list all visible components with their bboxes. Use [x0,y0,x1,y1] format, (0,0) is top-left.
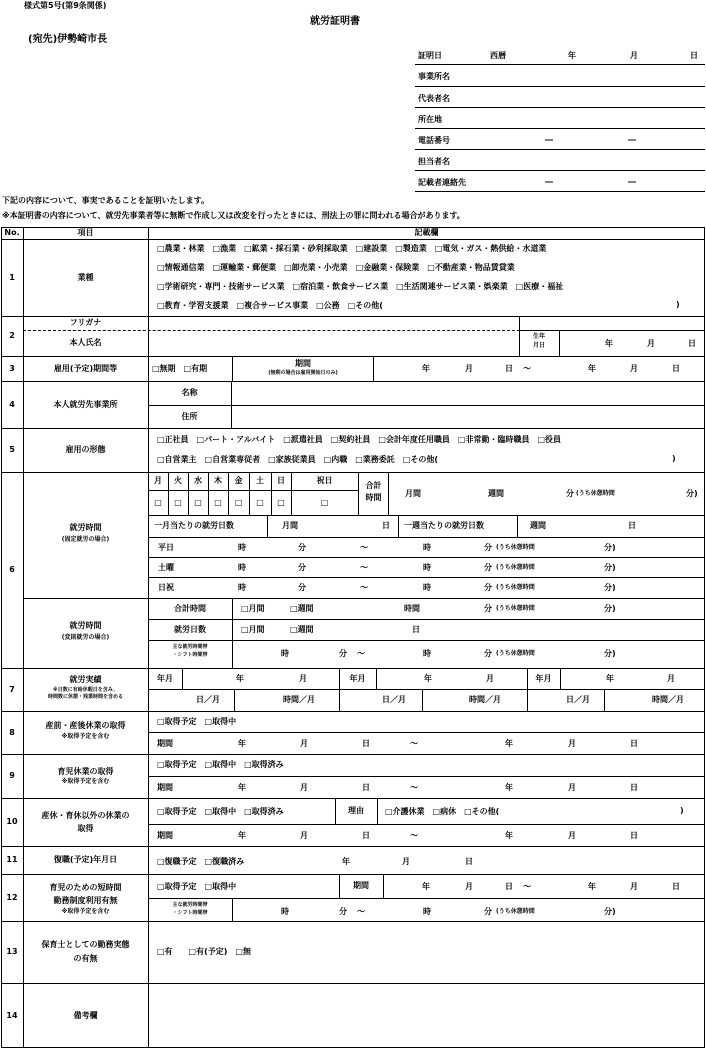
row11-label: 復職(予定)年月日 [53,855,118,864]
var-main-break-close: 分) [604,649,616,658]
addressee: (宛先)伊勢崎市長 [28,34,108,45]
childcare-period-label: 期間 [157,783,173,792]
day-holiday: 祝日 [316,476,333,485]
var-total-hours-unit: 時間 [404,604,420,613]
other-leave-end-year: 年 [505,831,513,840]
var-main-end-min: 分 [484,649,492,658]
short-hours-period-label: 期間 [353,881,369,890]
fixed-hours-note: (固定就労の場合) [61,536,110,543]
monthly-workdays-day: 日 [382,521,390,530]
day-sat-checkbox[interactable]: □ [256,497,264,507]
industry-options-1[interactable]: □農業・林業 □漁業 □鉱業・採石業・砂利採取業 □建設業 □製造業 □電気・ガス・熱供給・水道業 [157,244,547,253]
person-in-charge-label: 担当者名 [418,157,450,166]
record2-days: 日／月 [382,695,406,704]
saturday-end-hour: 時 [423,563,431,572]
header-no: No. [4,228,20,237]
weekly-workdays-day: 日 [628,521,636,530]
short-end-year: 年 [588,882,596,891]
other-leave-reason-label: 理由 [348,806,364,815]
weekly-workdays-label: 一週当たりの就労日数 [404,521,484,530]
record3-month: 月 [667,674,675,683]
row7-no: 7 [9,684,15,694]
record2-month: 月 [486,674,494,683]
address-label: 所在地 [418,115,442,124]
return-month: 月 [402,857,410,866]
saturday-label: 土曜 [158,563,174,572]
employment-period-note: (無期の場合は雇用開始日のみ) [268,370,338,376]
short-main-start-hour: 時 [281,907,289,916]
contract-type-options[interactable]: □無期 □有期 [152,364,208,373]
row7-label: 就労実績 [69,675,102,684]
short-main-hours-label-1: 主な就労時間帯 [172,902,208,908]
return-to-work-options[interactable]: □復職予定 □復職済み [157,857,245,866]
employment-form-options-1[interactable]: □正社員 □パート・アルバイト □派遣社員 □契約社員 □会計年度任用職員 □非常勤・臨時職員 □役員 [157,435,562,444]
row7-note-2: 時間数に休憩・残業時間を含める [47,694,123,700]
name-label: 本人氏名 [69,338,102,347]
record1-ym-label: 年月 [157,673,173,683]
nursery-teacher-options[interactable]: □有 □有(予定) □無 [157,947,251,956]
row7-note-1: ※日数に有給休暇日を含み、 [52,687,119,693]
employment-form-close: ) [672,454,676,463]
other-leave-reason-close: ) [680,806,684,815]
record2-year: 年 [424,674,432,683]
maternity-tilde: 〜 [410,739,418,748]
row12-note: ※取得予定を含む [61,908,110,915]
childcare-start-day: 日 [362,783,370,792]
var-days-monthly-option[interactable]: □月間 [241,625,265,634]
sunday-end-min: 分 [484,583,492,592]
var-total-weekly-option[interactable]: □週間 [290,604,314,613]
employment-period-label: 期間 [295,359,311,368]
saturday-end-min: 分 [484,563,492,572]
record1-hours: 時間／月 [283,695,315,704]
short-start-month: 月 [465,882,473,891]
row10-no: 10 [6,817,18,826]
other-leave-end-day: 日 [630,831,638,840]
var-total-break-note: (うち休憩時間 [496,605,535,612]
childcare-end-day: 日 [630,783,638,792]
other-leave-options[interactable]: □取得予定 □取得中 □取得済み [157,807,284,816]
short-main-hours-label-2: ・シフト時間帯 [172,910,208,916]
company-name-label: 事業所名 [418,72,450,81]
workplace-address-label: 住所 [181,411,198,421]
maternity-start-year: 年 [238,739,246,748]
short-main-break-note: (うち休憩時間 [496,908,535,915]
period-start-year: 年 [422,364,430,373]
phone-dash-2: ― [628,135,636,144]
issue-year: 年 [568,51,576,60]
saturday-start-hour: 時 [238,563,246,572]
sunday-tilde: 〜 [360,583,368,592]
row3-no: 3 [9,363,15,373]
weekday-break-note: (うち休憩時間 [496,544,535,551]
row5-no: 5 [9,445,15,454]
return-day: 日 [465,857,473,866]
var-main-start-hour: 時 [281,649,289,658]
sunday-start-hour: 時 [238,583,246,592]
other-leave-period-label: 期間 [157,831,173,840]
form-number: 様式第5号(第9条関係) [24,1,107,10]
maternity-end-day: 日 [630,739,638,748]
issue-era: 西暦 [490,51,506,60]
row6-no: 6 [9,565,15,574]
variable-main-hours-label-2: ・シフト時間帯 [172,652,208,658]
industry-options-3[interactable]: □学術研究・専門・技術サービス業 □宿泊業・飲食サービス業 □生活関連サービス業・娯楽業 □医療・福祉 [157,282,564,291]
furigana-label: フリガナ [69,318,102,327]
phone-dash-1: ― [545,135,553,144]
birth-label-1: 生年 [532,333,545,340]
row13-no: 13 [6,947,18,956]
record3-ym-label: 年月 [535,673,552,683]
birth-year: 年 [605,339,613,348]
period-start-day: 日 [505,364,513,373]
day-thu: 木 [214,476,222,485]
row4-no: 4 [9,399,15,409]
row8-label: 産前・産後休業の取得 [45,721,126,730]
short-main-end-min: 分 [484,907,492,916]
record3-hours: 時間／月 [652,695,684,704]
day-wed: 水 [194,476,202,485]
day-sun-checkbox[interactable]: □ [277,497,285,507]
industry-other-close: ) [676,300,680,309]
row9-no: 9 [9,771,15,780]
var-main-start-min: 分 [339,649,347,658]
period-end-month: 月 [630,364,638,373]
short-hours-options[interactable]: □取得予定 □取得中 [157,882,237,891]
day-tue: 火 [174,476,182,485]
other-leave-end-month: 月 [568,831,576,840]
maternity-period-label: 期間 [157,739,173,748]
row2-no: 2 [9,331,15,340]
var-total-minute: 分 [484,604,492,613]
contact-dash-1: ― [545,177,553,186]
total-break-note: (うち休憩時間 [576,490,615,497]
weekday-tilde: 〜 [360,543,368,552]
row12-label-2: 勤務制度利用有無 [53,896,118,905]
short-start-year: 年 [422,882,430,891]
day-wed-checkbox[interactable]: □ [194,497,202,507]
remarks-field[interactable] [149,984,704,1047]
record3-year: 年 [606,674,614,683]
workplace-name-label: 名称 [181,388,198,397]
row9-label: 育児休業の取得 [57,767,114,776]
other-leave-start-day: 日 [362,831,370,840]
row12-no: 12 [6,892,18,902]
saturday-break-close: 分) [604,563,616,572]
row11-no: 11 [6,855,18,864]
short-end-day: 日 [672,882,680,891]
childcare-end-month: 月 [568,783,576,792]
contact-dash-2: ― [628,177,636,186]
total-weekly: 週間 [488,489,504,498]
short-main-break-close: 分) [604,907,616,916]
record1-month: 月 [299,674,307,683]
childcare-leave-options[interactable]: □取得予定 □取得中 □取得済み [157,760,284,769]
industry-options-2[interactable]: □情報通信業 □運輸業・郵便業 □卸売業・小売業 □金融業・保険業 □不動産業・物品賃貸業 [157,263,515,272]
row12-label-1: 育児のための短時間 [49,883,122,892]
var-days-unit: 日 [412,625,420,634]
var-main-end-hour: 時 [423,649,431,658]
page-title: 就労証明書 [310,16,360,27]
record2-ym-label: 年月 [349,673,366,683]
variable-total-time-label: 合計時間 [174,604,206,613]
industry-options-4[interactable]: □教育・学習支援業 □複合サービス事業 □公務 □その他( [157,301,383,310]
record3-days: 日／月 [566,695,590,704]
day-mon: 月 [154,476,162,485]
sunday-end-hour: 時 [423,583,431,592]
maternity-status-options[interactable]: □取得予定 □取得中 [157,717,237,726]
short-tilde: 〜 [523,882,531,891]
day-sun: 日 [277,476,285,485]
var-main-break-note: (うち休憩時間 [496,650,535,657]
row10-label-2: 取得 [77,824,94,833]
employment-form-options-2[interactable]: □自営業主 □自営業専従者 □家族従業員 □内職 □業務委託 □その他( [157,455,439,464]
other-leave-start-month: 月 [300,831,308,840]
total-monthly: 月間 [405,489,421,498]
record1-days: 日／月 [196,695,220,704]
weekly-workdays-unit: 週間 [530,521,546,530]
day-thu-checkbox[interactable]: □ [214,497,222,507]
row13-label-2: の有無 [73,954,98,963]
row1-label: 業種 [77,272,94,282]
sunday-break-note: (うち休憩時間 [496,584,535,591]
total-minute: 分 [566,489,574,498]
childcare-start-year: 年 [238,783,246,792]
short-main-start-min: 分 [339,907,347,916]
total-hours-label-2: 時間 [365,493,382,502]
weekday-label: 平日 [158,543,174,552]
saturday-start-min: 分 [298,563,306,572]
weekday-break-close: 分) [604,543,616,552]
row14-label: 備考欄 [73,1010,98,1020]
row3-label: 雇用(予定)期間等 [53,363,118,373]
sunday-break-close: 分) [604,583,616,592]
issue-month: 月 [630,51,638,60]
issue-day: 日 [690,51,698,60]
var-main-tilde: 〜 [357,649,365,658]
contact-label: 記載者連絡先 [418,178,466,187]
sunday-holiday-label: 日祝 [158,583,174,592]
maternity-start-day: 日 [362,739,370,748]
monthly-workdays-unit: 月間 [282,521,298,530]
return-year: 年 [342,857,350,866]
row13-label-1: 保育士としての勤務実態 [41,940,130,949]
record2-hours: 時間／月 [469,695,501,704]
representative-label: 代表者名 [418,94,450,103]
maternity-end-year: 年 [505,739,513,748]
period-end-day: 日 [672,364,680,373]
notice-certify: 下記の内容について、事実であることを証明いたします。 [2,196,210,205]
row8-note: ※取得予定を含む [61,733,110,740]
childcare-tilde: 〜 [410,783,418,792]
birth-day: 日 [688,339,696,348]
header-field: 記載欄 [414,228,439,237]
issue-date-label: 証明日 [418,51,442,60]
var-total-break-close: 分) [604,604,616,613]
other-leave-start-year: 年 [238,831,246,840]
variable-hours-note: (変則就労の場合) [61,634,110,641]
short-main-tilde: 〜 [357,907,365,916]
period-start-month: 月 [465,364,473,373]
record1-year: 年 [236,674,244,683]
maternity-start-month: 月 [300,739,308,748]
row10-label-1: 産休・育休以外の休業の [41,811,130,820]
variable-main-hours-label-1: 主な就労時間帯 [172,644,208,650]
phone-label: 電話番号 [418,136,450,145]
birth-label-2: 月日 [532,342,545,349]
notice-warning: ※本証明書の内容について、就労先事業者等に無断で作成し又は改変を行ったときには、刑法上の罪に問われる場合があります。 [2,211,465,220]
short-main-end-hour: 時 [423,907,431,916]
day-holiday-checkbox[interactable]: □ [320,497,329,507]
day-tue-checkbox[interactable]: □ [174,497,182,507]
header-item: 項目 [77,228,94,237]
row5-label: 雇用の形態 [65,445,106,454]
period-end-year: 年 [588,364,596,373]
other-leave-tilde: 〜 [410,831,418,840]
row1-no: 1 [9,272,15,282]
variable-hours-label: 就労時間 [69,621,102,630]
day-fri: 金 [234,476,243,485]
total-break-close: 分) [686,489,698,498]
period-tilde: 〜 [523,364,531,373]
saturday-tilde: 〜 [360,563,368,572]
weekday-end-min: 分 [484,543,492,552]
row9-note: ※取得予定を含む [61,778,110,785]
var-total-monthly-option[interactable]: □月間 [241,604,265,613]
childcare-start-month: 月 [300,783,308,792]
var-days-weekly-option[interactable]: □週間 [290,625,314,634]
other-leave-reason-options[interactable]: □介護休業 □病休 □その他( [385,807,500,816]
variable-workdays-label: 就労日数 [174,625,206,634]
row8-no: 8 [9,727,15,737]
day-fri-checkbox[interactable]: □ [234,497,243,507]
total-hours-label-1: 合計 [365,481,382,490]
sunday-start-min: 分 [298,583,306,592]
weekday-start-hour: 時 [238,543,246,552]
saturday-break-note: (うち休憩時間 [496,564,535,571]
day-sat: 土 [256,476,264,485]
row14-no: 14 [6,1010,18,1020]
day-mon-checkbox[interactable]: □ [154,497,162,507]
row4-label: 本人就労先事業所 [53,399,118,409]
childcare-end-year: 年 [505,783,513,792]
monthly-workdays-label: 一月当たりの就労日数 [154,521,234,530]
birth-month: 月 [647,339,655,348]
short-end-month: 月 [630,882,638,891]
weekday-end-hour: 時 [423,543,431,552]
short-start-day: 日 [505,882,513,891]
fixed-hours-label: 就労時間 [69,523,102,532]
weekday-start-min: 分 [298,543,306,552]
maternity-end-month: 月 [568,739,576,748]
